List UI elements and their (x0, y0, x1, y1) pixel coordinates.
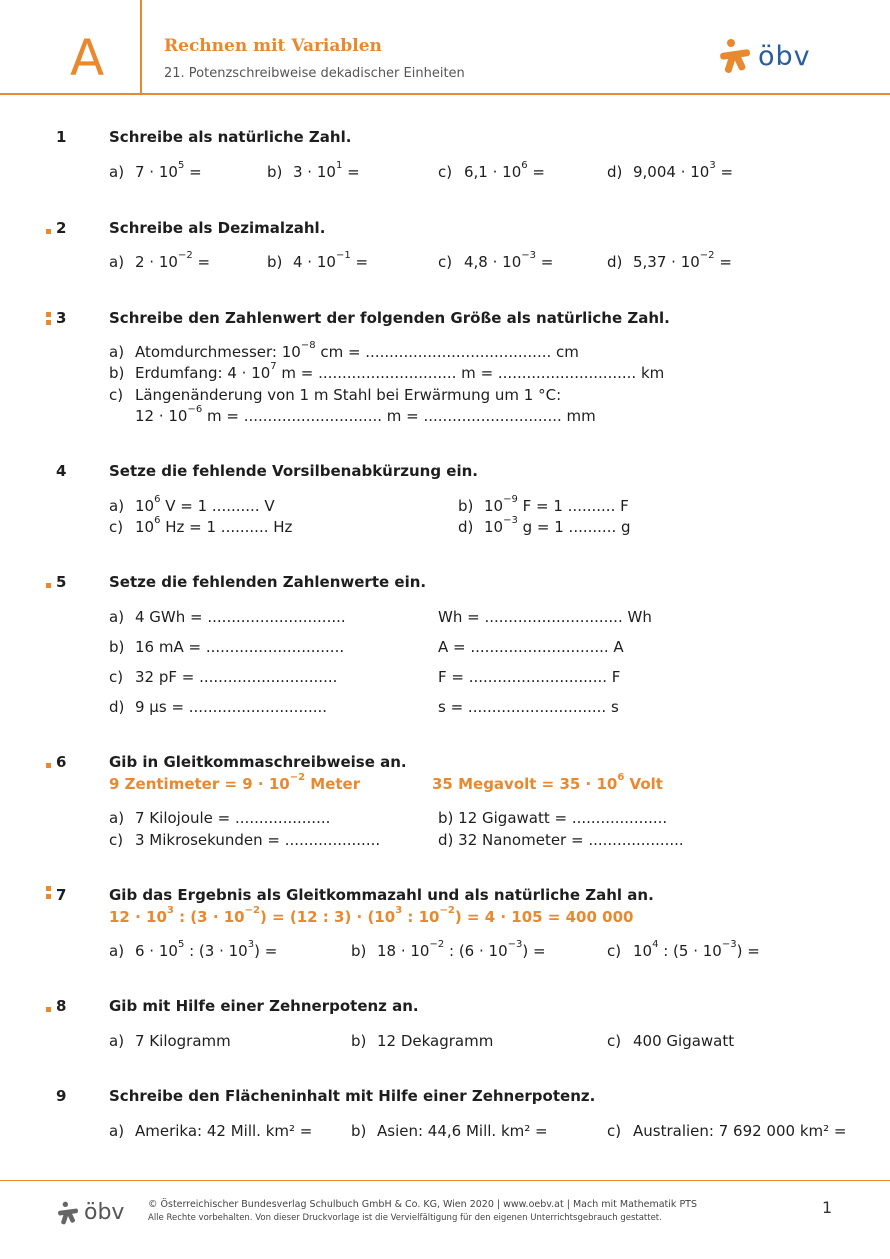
task-title: Gib in Gleitkommaschreibweise an. (109, 753, 407, 771)
difficulty-marker (46, 583, 51, 588)
task-number: 9 (56, 1087, 67, 1105)
logo-text: öbv (758, 40, 811, 72)
task-item: d) 32 Nanometer = .................... (438, 831, 684, 849)
task-item: b) $10^{-9}$ F = 1 .......... F (458, 494, 629, 515)
task-item: c) Australien: 7 692 000 km² = (607, 1122, 847, 1140)
example-line: 9 Zentimeter = $9 \cdot 10^{-2}$ Meter (109, 772, 361, 793)
task-item: d) 9 µs = ............................. (109, 698, 328, 716)
task-item: c) $6,1 \cdot 10^6$ = (438, 160, 545, 181)
task-item: a) 7 Kilogramm (109, 1032, 231, 1050)
task-number: 5 (56, 573, 67, 591)
task-title: Schreibe als natürliche Zahl. (109, 128, 352, 146)
difficulty-marker (46, 894, 51, 899)
difficulty-marker (46, 312, 51, 317)
task-item: b) $3 \cdot 10^1$ = (267, 160, 360, 181)
task-item: b) Asien: 44,6 Mill. km² = (351, 1122, 548, 1140)
task-item: b) Erdumfang: $4 \cdot 10^7$ m = ............................. m = ............................. km (109, 361, 665, 382)
task-title: Schreibe als Dezimalzahl. (109, 219, 326, 237)
task-item: b) 12 Dekagramm (351, 1032, 494, 1050)
star-logo-icon (718, 38, 752, 74)
task-number: 6 (56, 753, 67, 771)
difficulty-marker (46, 320, 51, 325)
task-title: Gib mit Hilfe einer Zehnerpotenz an. (109, 997, 419, 1015)
task-number: 1 (56, 128, 67, 146)
difficulty-marker (46, 1007, 51, 1012)
task-item: b) $18 \cdot 10^{-2}$ : $(6 \cdot 10^{-3})$ = (351, 939, 546, 960)
task-item: a) $10^6$ V = 1 .......... V (109, 494, 275, 515)
star-logo-icon (56, 1201, 80, 1225)
task-item: F = ............................. F (438, 668, 621, 686)
task-item: $12 \cdot 10^{-6}$ m = ............................. m = ............................. mm (135, 404, 596, 425)
task-item: a) 7 Kilojoule = .................... (109, 809, 331, 827)
task-item: s = ............................. s (438, 698, 619, 716)
task-item: a) $2 \cdot 10^{-2}$ = (109, 250, 211, 271)
task-title: Setze die fehlenden Zahlenwerte ein. (109, 573, 427, 591)
task-item: c) Längenänderung von 1 m Stahl bei Erwärmung um 1 °C: (109, 386, 562, 404)
task-number: 2 (56, 219, 67, 237)
task-number: 3 (56, 309, 67, 327)
task-title: Schreibe den Flächeninhalt mit Hilfe einer Zehnerpotenz. (109, 1087, 596, 1105)
task-item: b) 12 Gigawatt = .................... (438, 809, 668, 827)
task-title: Setze die fehlende Vorsilbenabkürzung ein. (109, 462, 478, 480)
task-item: d) $10^{-3}$ g = 1 .......... g (458, 515, 631, 536)
example-line: 35 Megavolt = $35 \cdot 10^6$ Volt (432, 772, 663, 793)
task-item: c) $10^4$ : $(5 \cdot 10^{-3})$ = (607, 939, 760, 960)
task-item: c) $10^6$ Hz = 1 .......... Hz (109, 515, 293, 536)
footer-copyright: © Österreichischer Bundesverlag Schulbuch GmbH & Co. KG, Wien 2020 | www.oebv.at | Mach mit Mathematik PTS (148, 1199, 698, 1210)
task-number: 7 (56, 886, 67, 904)
difficulty-marker (46, 763, 51, 768)
task-item: c) 400 Gigawatt (607, 1032, 735, 1050)
footer-rights: Alle Rechte vorbehalten. Von dieser Druckvorlage ist die Vervielfältigung für den eigenen Unterrichtsgebrauch gestattet. (148, 1213, 662, 1223)
chapter-subtitle: 21. Potenzschreibweise dekadischer Einheiten (164, 66, 465, 81)
task-number: 8 (56, 997, 67, 1015)
task-item: A = ............................. A (438, 638, 624, 656)
example-line: $12 \cdot 10^3$ : $(3 \cdot 10^{-2}) = (12$ : $3) \cdot (10^3$ : $10^{-2}) = 4 \cdot 105 = 400$ 000 (109, 905, 634, 926)
task-item: a) Amerika: 42 Mill. km² = (109, 1122, 313, 1140)
task-item: a) $7 \cdot 10^5$ = (109, 160, 202, 181)
difficulty-marker (46, 229, 51, 234)
task-title: Schreibe den Zahlenwert der folgenden Größe als natürliche Zahl. (109, 309, 670, 327)
oebv-logo (718, 38, 811, 74)
header-divider (0, 93, 890, 95)
task-item: a) 4 GWh = ............................. (109, 608, 346, 626)
task-item: b) $4 \cdot 10^{-1}$ = (267, 250, 369, 271)
task-item: c) 3 Mikrosekunden = .................... (109, 831, 381, 849)
header-divider-vertical (140, 0, 142, 94)
task-item: a) $6 \cdot 10^5$ : $(3 \cdot 10^3)$ = (109, 939, 278, 960)
task-number: 4 (56, 462, 67, 480)
task-item: a) Atomdurchmesser: $10^{-8}$ cm = ....................................... cm (109, 340, 579, 361)
task-item: c) $4,8 \cdot 10^{-3}$ = (438, 250, 554, 271)
task-item: d) $5,37 \cdot 10^{-2}$ = (607, 250, 732, 271)
page-number: 1 (822, 1198, 833, 1217)
task-item: c) 32 pF = ............................. (109, 668, 338, 686)
chapter-title: Rechnen mit Variablen (164, 36, 382, 56)
section-letter: A (70, 29, 105, 87)
footer-logo-text: öbv (84, 1200, 125, 1225)
task-title: Gib das Ergebnis als Gleitkommazahl und als natürliche Zahl an. (109, 886, 654, 904)
task-item: d) $9,004 \cdot 10^3$ = (607, 160, 734, 181)
difficulty-marker (46, 886, 51, 891)
task-item: Wh = ............................. Wh (438, 608, 652, 626)
footer-divider (0, 1180, 890, 1181)
task-item: b) 16 mA = ............................. (109, 638, 345, 656)
footer-logo (56, 1200, 124, 1225)
